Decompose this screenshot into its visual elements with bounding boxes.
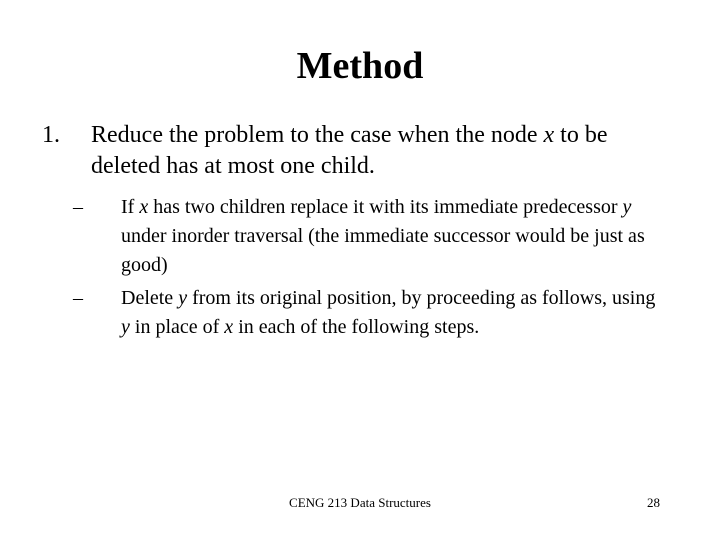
- list-item-text: [91, 120, 681, 182]
- variable-y: y: [121, 316, 130, 338]
- text-segment: from its original position, by proceeding as follows, using: [187, 287, 656, 309]
- variable-x: x: [543, 122, 555, 148]
- variable-y: y: [178, 287, 188, 309]
- text-segment: in place of: [129, 316, 225, 338]
- page-number: 28: [647, 495, 660, 510]
- list-item-number: 1.: [42, 122, 60, 148]
- footer-course-name: CENG 213 Data Structures: [289, 495, 431, 510]
- sub-bullet-text: [121, 193, 656, 280]
- text-segment: has two children replace it with its immediate predecessor: [148, 196, 623, 218]
- dash-bullet: –: [73, 287, 83, 309]
- text-segment: to be deleted has at most one child.: [91, 122, 608, 179]
- variable-x: x: [224, 316, 234, 338]
- sub-bullet-text: [121, 284, 656, 342]
- text-segment: Reduce the problem to the case when the node: [91, 122, 544, 148]
- text-segment: in each of the following steps.: [233, 316, 480, 338]
- text-segment: If: [121, 196, 140, 218]
- slide-title: Method: [296, 45, 424, 87]
- text-segment: under inorder traversal (the immediate successor would be just as good): [121, 225, 645, 276]
- dash-bullet: –: [73, 196, 83, 218]
- variable-x: x: [139, 196, 149, 218]
- text-segment: Delete: [121, 287, 179, 309]
- variable-y: y: [622, 196, 632, 218]
